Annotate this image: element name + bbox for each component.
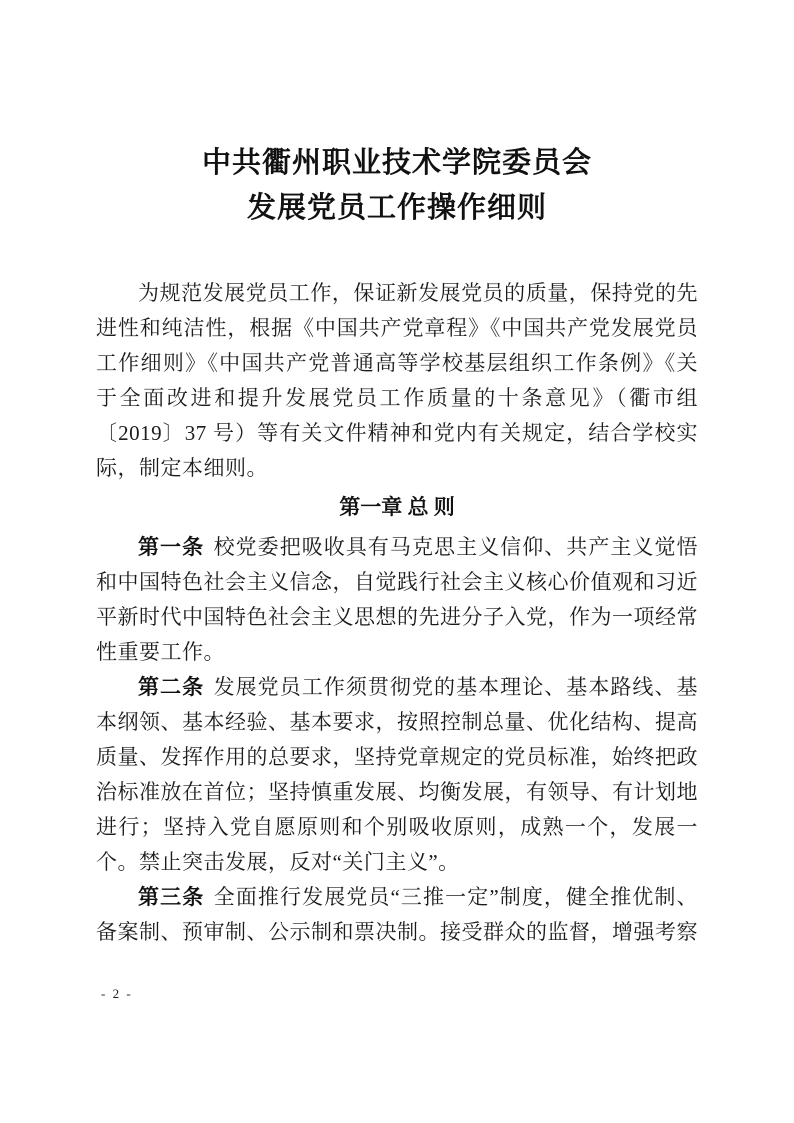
article-2-label: 第二条 [138, 675, 205, 699]
article-paragraph-2 [96, 670, 698, 880]
article-paragraph-1 [96, 530, 698, 670]
article-paragraph-3 [96, 880, 698, 950]
article-3-text: 全面推行发展党员“三推一定”制度，健全推优制、备案制、预审制、公示制和票决制。接受群众的监督，增强考察 [96, 885, 699, 944]
article-1-text: 校党委把吸收具有马克思主义信仰、共产主义觉悟和中国特色社会主义信念，自觉践行社会主义核心价值观和习近平新时代中国特色社会主义思想的先进分子入党，作为一项经常性重要工作。 [96, 535, 699, 664]
document-title [0, 0, 794, 231]
title-line-2: 发展党员工作操作细则 [246, 192, 547, 224]
intro-paragraph: 为规范发展党员工作，保证新发展党员的质量，保持党的先进性和纯洁性，根据《中国共产党章程》《中国共产党发展党员工作细则》《中国共产党普通高等学校基层组织工作条例》《关于全面改进和提升发展党员工作质量的十条意见》（衢市组〔2019〕37 号）等有关文件精神和党内有关规定，结合学校实际，制定本细则。 [96, 281, 698, 480]
article-3-label: 第三条 [138, 885, 205, 909]
document-body [96, 276, 698, 950]
article-1-label: 第一条 [138, 535, 205, 559]
article-2-text: 发展党员工作须贯彻党的基本理论、基本路线、基本纲领、基本经验、基本要求，按照控制总量、优化结构、提高质量、发挥作用的总要求，坚持党章规定的党员标准，始终把政治标准放在首位；坚持慎重发展、均衡发展，有领导、有计划地进行；坚持入党自愿原则和个别吸收原则，成熟一个，发展一个。禁止突击发展，反对“关门主义”。 [96, 675, 699, 874]
title-line-1: 中共衢州职业技术学院委员会 [201, 147, 592, 179]
chapter-heading: 第一章 总 则 [339, 495, 455, 519]
page-number: - 2 - [101, 986, 133, 1001]
